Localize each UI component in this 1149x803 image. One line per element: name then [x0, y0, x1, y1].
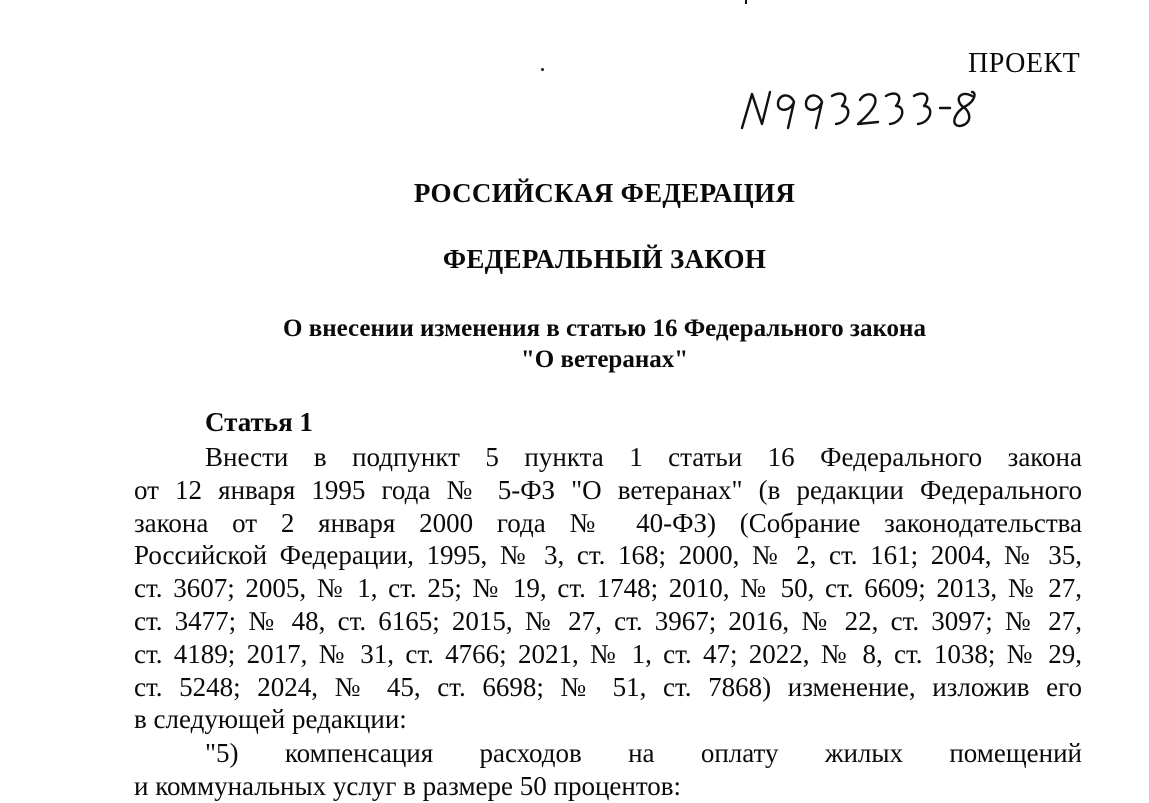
scan-mark — [745, 0, 747, 4]
handwritten-number-drawing — [736, 84, 986, 136]
paragraph-line: Российской Федерации, 1995, № 3, ст. 168; 2000, № 2, ст. 161; 2004, № 35, — [134, 540, 1082, 571]
paragraph-line: "5) компенсация расходов на оплату жилых помещений — [205, 738, 1082, 768]
paragraph-line: закона от 2 января 2000 года № 40-ФЗ) (Собрание законодательства — [134, 507, 1082, 538]
scan-dot — [541, 68, 544, 71]
law-title-line: "О ветеранах" — [520, 346, 689, 373]
paragraph-line: ст. 4189; 2017, № 31, ст. 4766; 2021, № 1, ст. 47; 2022, № 8, ст. 1038; № 29, — [134, 638, 1082, 669]
law-type-heading: ФЕДЕРАЛЬНЫЙ ЗАКОН — [442, 244, 767, 274]
handwritten-registration-number — [736, 84, 986, 136]
country-heading: РОССИЙСКАЯ ФЕДЕРАЦИЯ — [413, 178, 796, 208]
project-label: ПРОЕКТ — [968, 48, 1081, 79]
amendment-paragraph — [134, 737, 1082, 803]
article-heading: Статья 1 — [205, 407, 313, 437]
paragraph-line: в следующей редакции: — [134, 704, 407, 735]
article-paragraph — [134, 441, 1082, 736]
law-title — [30, 313, 1149, 375]
law-title-line: О внесении изменения в статью 16 Федерального закона — [283, 315, 926, 342]
paragraph-line: ст. 3607; 2005, № 1, ст. 25; № 19, ст. 1748; 2010, № 50, ст. 6609; 2013, № 27, — [134, 573, 1082, 604]
paragraph-line: Внести в подпункт 5 пункта 1 статьи 16 Федерального закона — [205, 442, 1082, 472]
paragraph-line: ст. 5248; 2024, № 45, ст. 6698; № 51, ст. 7868) изменение, изложив его — [134, 671, 1082, 702]
paragraph-line: и коммунальных услуг в размере 50 процентов: — [134, 770, 682, 801]
paragraph-line: ст. 3477; № 48, ст. 6165; 2015, № 27, ст. 3967; 2016, № 22, ст. 3097; № 27, — [134, 605, 1082, 636]
paragraph-line: от 12 января 1995 года № 5-ФЗ "О ветеранах" (в редакции Федерального — [134, 474, 1082, 505]
